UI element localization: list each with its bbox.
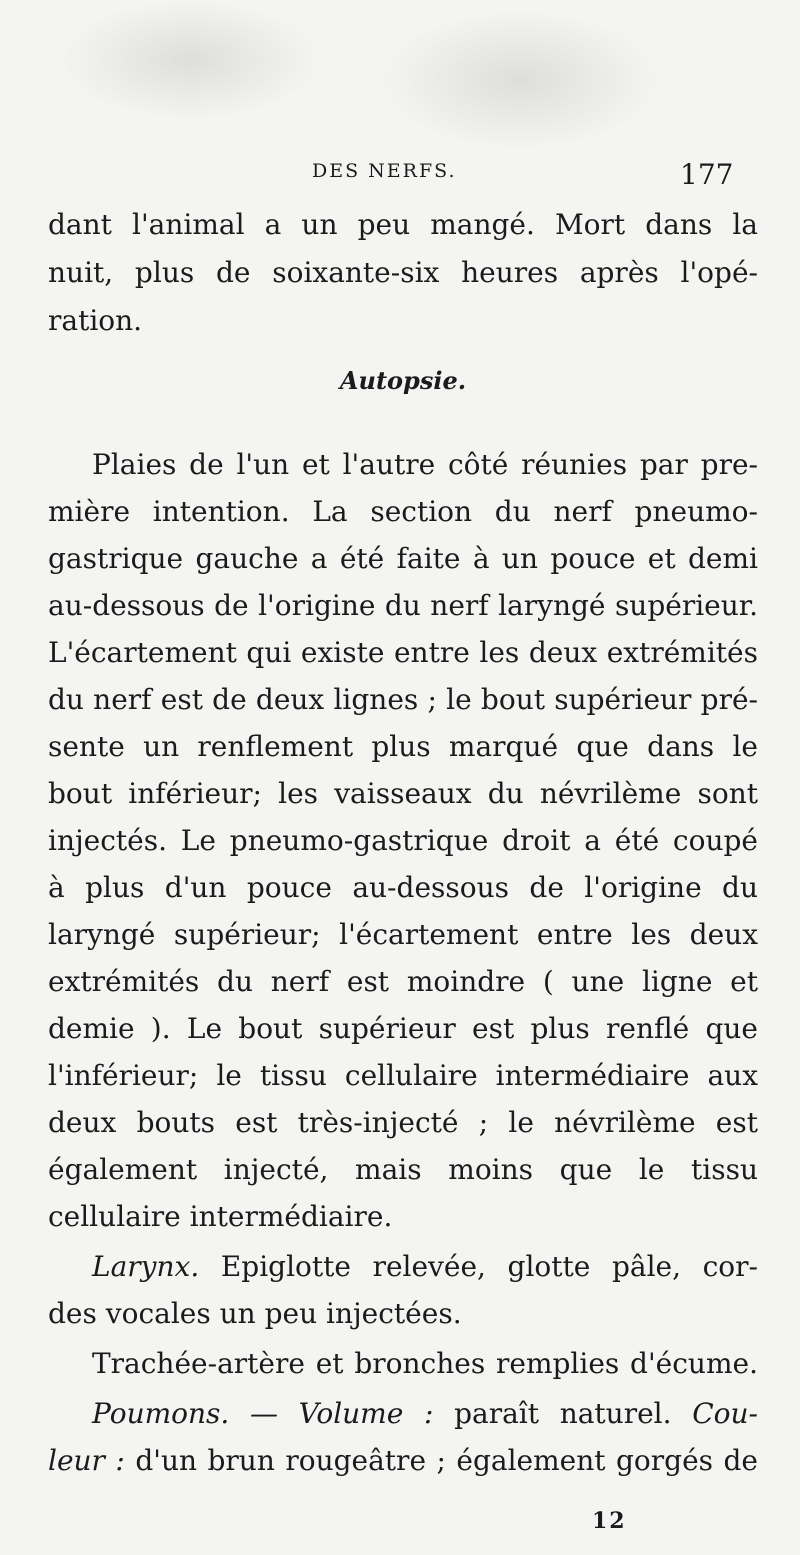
text-line: demie ). Le bout supérieur est plus renflé que <box>48 1012 758 1045</box>
term-couleur-part: Cou- <box>692 1397 758 1430</box>
text-span: paraît naturel. <box>433 1397 693 1430</box>
paper-stain <box>380 10 660 150</box>
text-line: Plaies de l'un et l'autre côté réunies par pre- <box>92 448 758 481</box>
text-line: cellulaire intermédiaire. <box>48 1200 393 1233</box>
page-header <box>0 158 800 198</box>
text-line: deux bouts est très-injecté ; le névrilème est <box>48 1106 758 1139</box>
signature-mark: 12 <box>592 1508 627 1534</box>
text-line: gastrique gauche a été faite à un pouce et demi <box>48 542 758 575</box>
text-line: injectés. Le pneumo-gastrique droit a été coupé <box>48 824 758 857</box>
text-line <box>92 1247 758 1287</box>
section-heading: Autopsie. <box>339 366 467 395</box>
text-line: mière intention. La section du nerf pneumo- <box>48 495 758 528</box>
text-line <box>48 1441 758 1481</box>
text-line: sente un renflement plus marqué que dans le <box>48 730 758 763</box>
term-poumons-volume: Poumons. — Volume : <box>92 1397 434 1430</box>
text-line: également injecté, mais moins que le tissu <box>48 1153 758 1186</box>
text-line: bout inférieur; les vaisseaux du névrilème sont <box>48 777 758 810</box>
text-line: L'écartement qui existe entre les deux extrémités <box>48 636 758 669</box>
text-line: au-dessous de l'origine du nerf laryngé supérieur. <box>48 589 758 622</box>
page-number: 177 <box>680 158 734 191</box>
text-line: à plus d'un pouce au-dessous de l'origine du <box>48 871 758 904</box>
text-line: des vocales un peu injectées. <box>48 1297 462 1330</box>
running-title: DES NERFS. <box>312 160 457 182</box>
term-couleur-part: leur : <box>48 1444 125 1477</box>
text-line: Trachée-artère et bronches remplies d'écume. <box>92 1347 758 1380</box>
term-larynx: Larynx. <box>92 1250 200 1283</box>
text-span: d'un brun rougeâtre ; également gorgés de <box>124 1444 758 1477</box>
text-line: ration. <box>48 304 143 337</box>
text-line: nuit, plus de soixante-six heures après l'opé- <box>48 256 758 289</box>
text-line: laryngé supérieur; l'écartement entre les deux <box>48 918 758 951</box>
paper-stain <box>60 0 320 120</box>
text-line: extrémités du nerf est moindre ( une ligne et <box>48 965 758 998</box>
text-line: dant l'animal a un peu mangé. Mort dans la <box>48 208 758 241</box>
text-line: l'inférieur; le tissu cellulaire intermédiaire aux <box>48 1059 758 1092</box>
text-line: du nerf est de deux lignes ; le bout supérieur pré- <box>48 683 758 716</box>
text-line <box>92 1394 758 1434</box>
text-span: Epiglotte relevée, glotte pâle, cor- <box>199 1250 758 1283</box>
